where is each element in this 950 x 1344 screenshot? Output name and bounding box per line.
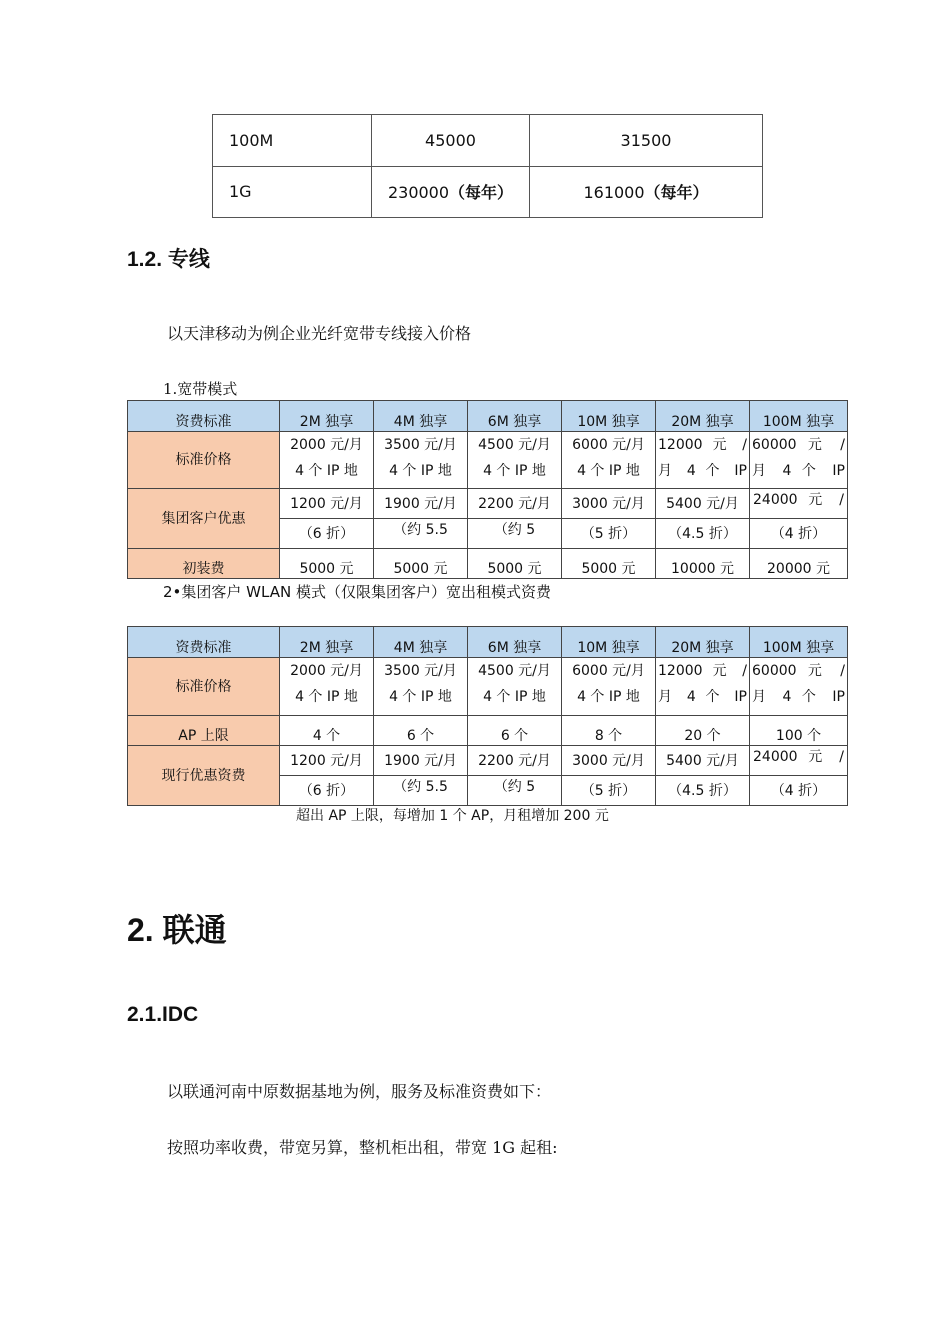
- header-cell: 4M 独享: [374, 401, 468, 432]
- cell-line: 4 个 IP 地: [295, 463, 358, 479]
- table-cell: （约 5.5: [374, 519, 468, 549]
- table-row: [128, 716, 848, 746]
- header-cell: 10M 独享: [562, 401, 656, 432]
- table-cell: 5000 元: [468, 549, 562, 579]
- table-cell: 2200 元/月: [468, 746, 562, 776]
- cell-line: 6000 元/月: [572, 663, 645, 679]
- cell-line: 2000 元/月: [290, 437, 363, 453]
- header-cell: 2M 独享: [280, 401, 374, 432]
- table-row: [128, 549, 848, 579]
- table-cell: [374, 658, 468, 716]
- cell-line: 60000 元 /: [752, 437, 845, 453]
- table-cell: 6 个: [468, 716, 562, 746]
- cell-line: 4 个 IP 地: [577, 463, 640, 479]
- table-cell: [374, 432, 468, 489]
- table-row: [128, 432, 848, 489]
- table-cell: （约 5: [468, 519, 562, 549]
- table-cell: 5000 元: [280, 549, 374, 579]
- intro-paragraph: 以天津移动为例企业光纤宽带专线接入价格: [167, 324, 472, 343]
- row-label: 标准价格: [128, 432, 280, 489]
- table-cell: 6 个: [374, 716, 468, 746]
- header-cell: 6M 独享: [468, 627, 562, 658]
- cell-line: 3500 元/月: [384, 663, 457, 679]
- table-cell: [562, 432, 656, 489]
- table-cell: 31500: [530, 115, 763, 167]
- header-cell: 4M 独享: [374, 627, 468, 658]
- table-row: [128, 746, 848, 776]
- table-cell: （6 折）: [280, 519, 374, 549]
- row-label: AP 上限: [128, 716, 280, 746]
- cell-line: 6000 元/月: [572, 437, 645, 453]
- table-cell: [468, 658, 562, 716]
- cell-line: 月 4 个 IP: [752, 689, 845, 705]
- table-cell: （约 5.5: [374, 776, 468, 806]
- cell-line: 月 4 个 IP: [658, 689, 747, 705]
- price-table-continued: [212, 114, 763, 218]
- header-cell: 100M 独享: [750, 627, 848, 658]
- ap-overage-note: 超出 AP 上限，每增加 1 个 AP，月租增加 200 元: [296, 808, 609, 824]
- table-cell: 5400 元/月: [656, 746, 750, 776]
- table-cell: 1200 元/月: [280, 489, 374, 519]
- table-header-row: [128, 401, 848, 432]
- row-label: 集团客户优惠: [128, 489, 280, 549]
- table-cell: 5000 元: [562, 549, 656, 579]
- table-cell: 24000 元 /: [750, 489, 848, 519]
- cell-line: 4500 元/月: [478, 663, 551, 679]
- idc-intro-paragraph: 以联通河南中原数据基地为例，服务及标准资费如下：: [167, 1082, 552, 1101]
- section-heading-2-1: 2.1.IDC: [127, 1003, 199, 1026]
- cell-line: 月 4 个 IP: [658, 463, 747, 479]
- per-year-note: （每年）: [644, 183, 709, 203]
- cell-line: 4500 元/月: [478, 437, 551, 453]
- table-header-row: [128, 627, 848, 658]
- table-cell: （4.5 折）: [656, 519, 750, 549]
- table-cell: 8 个: [562, 716, 656, 746]
- row-label: 初装费: [128, 549, 280, 579]
- header-cell: 2M 独享: [280, 627, 374, 658]
- cell-line: 4 个 IP 地: [577, 689, 640, 705]
- header-cell: 20M 独享: [656, 401, 750, 432]
- cell-value: 230000: [387, 183, 450, 203]
- cell-line: 12000 元 /: [658, 437, 747, 453]
- table-cell: [530, 166, 763, 218]
- cell-line: 4 个 IP 地: [483, 463, 546, 479]
- cell-line: 4 个 IP 地: [389, 463, 452, 479]
- table-cell: （5 折）: [562, 776, 656, 806]
- table-cell: 100M: [213, 115, 372, 167]
- header-cell: 100M 独享: [750, 401, 848, 432]
- table-cell: （4.5 折）: [656, 776, 750, 806]
- table-row: [213, 115, 763, 167]
- table-cell: 100 个: [750, 716, 848, 746]
- table-cell: [656, 432, 750, 489]
- table-cell: （4 折）: [750, 519, 848, 549]
- cell-line: 12000 元 /: [658, 663, 747, 679]
- table-cell: [656, 658, 750, 716]
- cell-line: 4 个 IP 地: [295, 689, 358, 705]
- table-cell: [372, 166, 530, 218]
- table-cell: 2200 元/月: [468, 489, 562, 519]
- table-row: [213, 166, 763, 218]
- table-row: [128, 489, 848, 519]
- table-cell: [562, 658, 656, 716]
- table-cell: 3000 元/月: [562, 489, 656, 519]
- idc-pricing-paragraph: 按照功率收费，带宽另算，整机柜出租，带宽 1G 起租:: [167, 1138, 558, 1157]
- cell-value: 161000: [583, 183, 645, 203]
- section-heading-2: 2. 联通: [127, 912, 227, 948]
- table-cell: 1900 元/月: [374, 489, 468, 519]
- table-cell: [468, 432, 562, 489]
- table-row: [128, 658, 848, 716]
- per-year-note: （每年）: [449, 183, 514, 203]
- subsection-label-broadband: 1.宽带模式: [163, 380, 238, 398]
- header-cell: 6M 独享: [468, 401, 562, 432]
- wlan-price-table: [127, 626, 848, 806]
- table-cell: 20000 元: [750, 549, 848, 579]
- table-cell: 5000 元: [374, 549, 468, 579]
- cell-line: 2000 元/月: [290, 663, 363, 679]
- header-cell: 资费标准: [128, 401, 280, 432]
- table-cell: 10000 元: [656, 549, 750, 579]
- header-cell: 20M 独享: [656, 627, 750, 658]
- table-cell: 1900 元/月: [374, 746, 468, 776]
- table-cell: 45000: [372, 115, 530, 167]
- table-cell: 5400 元/月: [656, 489, 750, 519]
- table-cell: （4 折）: [750, 776, 848, 806]
- table-cell: [280, 432, 374, 489]
- cell-line: 3500 元/月: [384, 437, 457, 453]
- table-cell: （6 折）: [280, 776, 374, 806]
- row-label: 标准价格: [128, 658, 280, 716]
- table-cell: 24000 元 /: [750, 746, 848, 776]
- table-cell: [750, 432, 848, 489]
- table-cell: [280, 658, 374, 716]
- header-cell: 10M 独享: [562, 627, 656, 658]
- table-cell: 3000 元/月: [562, 746, 656, 776]
- row-label: 现行优惠资费: [128, 746, 280, 806]
- header-cell: 资费标准: [128, 627, 280, 658]
- table-cell: 4 个: [280, 716, 374, 746]
- table-cell: （5 折）: [562, 519, 656, 549]
- cell-line: 60000 元 /: [752, 663, 845, 679]
- cell-line: 4 个 IP 地: [483, 689, 546, 705]
- cell-line: 4 个 IP 地: [389, 689, 452, 705]
- table-cell: 20 个: [656, 716, 750, 746]
- table-cell: [750, 658, 848, 716]
- table-cell: （约 5: [468, 776, 562, 806]
- cell-line: 月 4 个 IP: [752, 463, 845, 479]
- broadband-price-table: [127, 400, 848, 579]
- table-cell: 1G: [213, 166, 372, 218]
- section-heading-1-2: 1.2. 专线: [127, 248, 210, 271]
- table-cell: 1200 元/月: [280, 746, 374, 776]
- subsection-label-wlan: 2•集团客户 WLAN 模式（仅限集团客户）宽出租模式资费: [163, 583, 551, 601]
